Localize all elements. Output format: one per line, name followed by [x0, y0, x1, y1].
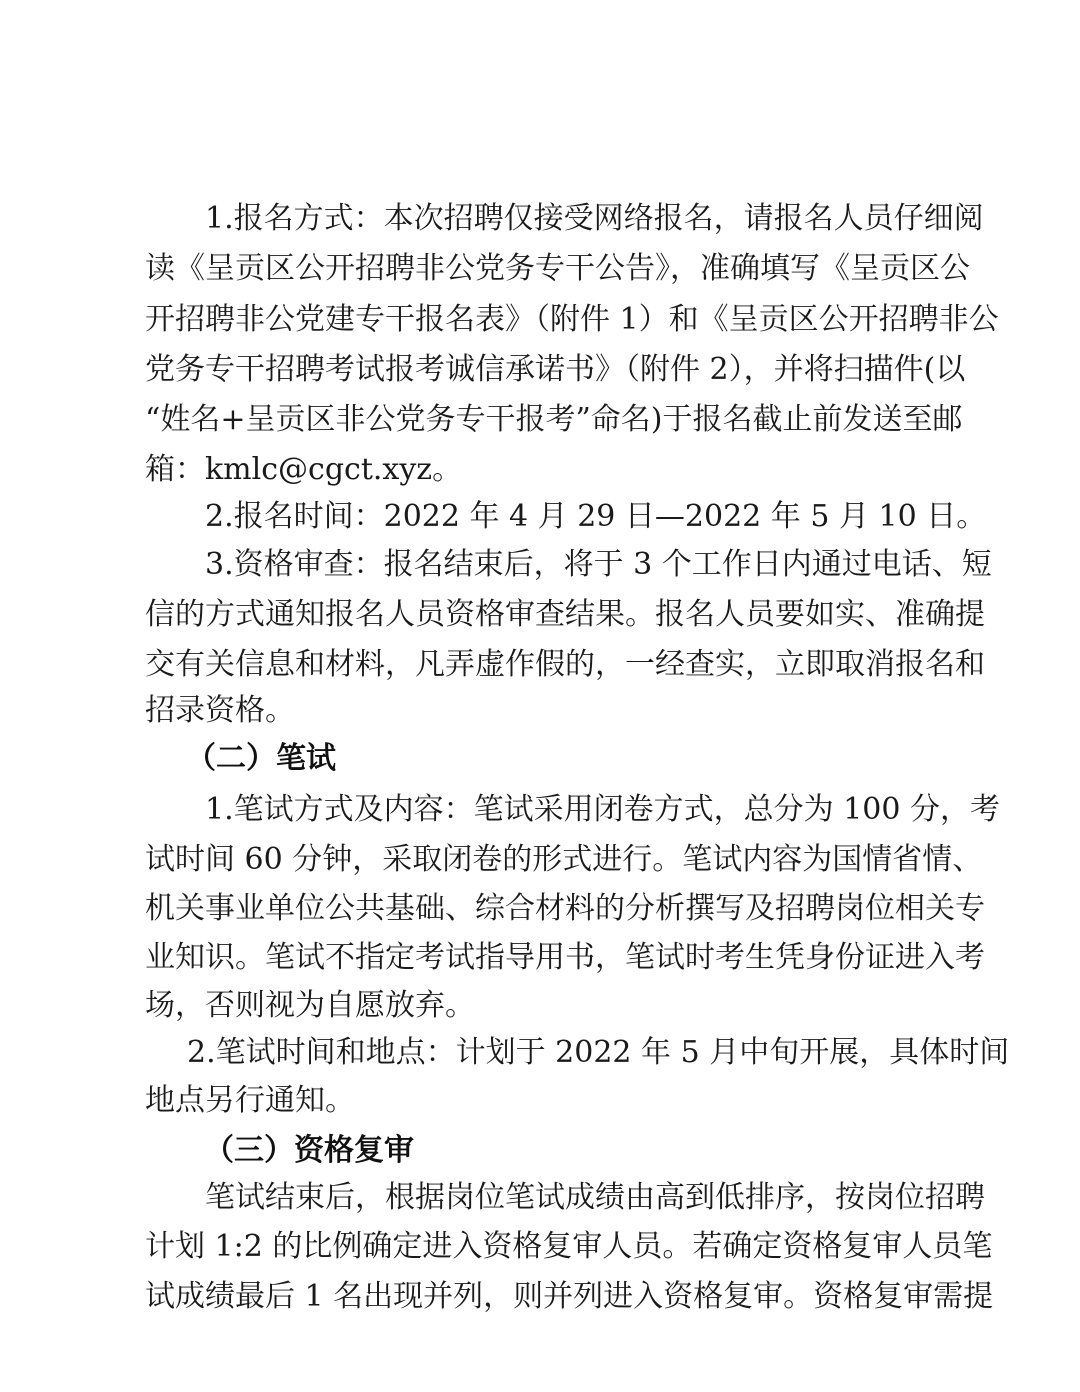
registration-time-line-1: 2.报名时间：2022 年 4 月 29 日—2022 年 5 月 10 日。: [205, 499, 987, 534]
registration-method-line-2: 读《呈贡区公开招聘非公党务专干公告》，准确填写《呈贡区公: [145, 251, 970, 286]
written-exam-content-line-5: 场，否则视为自愿放弃。: [145, 988, 475, 1023]
registration-method-line-3: 开招聘非公党建专干报名表》（附件 1）和《呈贡区公开招聘非公: [145, 302, 999, 337]
written-exam-content-line-1: 1.笔试方式及内容：笔试采用闭卷方式，总分为 100 分，考: [205, 792, 1000, 827]
section-heading-written-exam: （二）笔试: [186, 741, 336, 776]
recheck-content-line-1: 笔试结束后，根据岗位笔试成绩由高到低排序，按岗位招聘: [205, 1180, 985, 1215]
registration-method-line-6: 箱：kmlc@cgct.xyz。: [145, 452, 463, 487]
section-heading-qualification-recheck: （三）资格复审: [204, 1133, 414, 1168]
written-exam-content-line-3: 机关事业单位公共基础、综合材料的分析撰写及招聘岗位相关专: [145, 891, 985, 926]
written-exam-content-line-2: 试时间 60 分钟，采取闭卷的形式进行。笔试内容为国情省情、: [145, 842, 983, 877]
recheck-content-line-3: 试成绩最后 1 名出现并列，则并列进入资格复审。资格复审需提: [145, 1279, 994, 1314]
registration-review-line-2: 信的方式通知报名人员资格审查结果。报名人员要如实、准确提: [145, 597, 985, 632]
registration-method-line-4: 党务专干招聘考试报考诚信承诺书》（附件 2），并将扫描件(以: [145, 352, 966, 387]
written-exam-content-line-4: 业知识。笔试不指定考试指导用书，笔试时考生凭身份证进入考: [145, 940, 985, 975]
registration-review-line-3: 交有关信息和材料，凡弄虚作假的，一经查实，立即取消报名和: [145, 647, 985, 682]
registration-review-line-1: 3.资格审查：报名结束后，将于 3 个工作日内通过电话、短: [205, 547, 992, 582]
registration-method-line-1: 1.报名方式：本次招聘仅接受网络报名，请报名人员仔细阅: [205, 201, 984, 236]
recheck-content-line-2: 计划 1:2 的比例确定进入资格复审人员。若确定资格复审人员笔: [145, 1229, 993, 1264]
written-exam-time-place-line-1: 2.笔试时间和地点：计划于 2022 年 5 月中旬开展，具体时间: [187, 1035, 1010, 1070]
written-exam-time-place-line-2: 地点另行通知。: [145, 1083, 355, 1118]
registration-review-line-4: 招录资格。: [145, 693, 295, 728]
registration-method-line-5: “姓名+呈贡区非公党务专干报考”命名)于报名截止前发送至邮: [145, 402, 963, 437]
